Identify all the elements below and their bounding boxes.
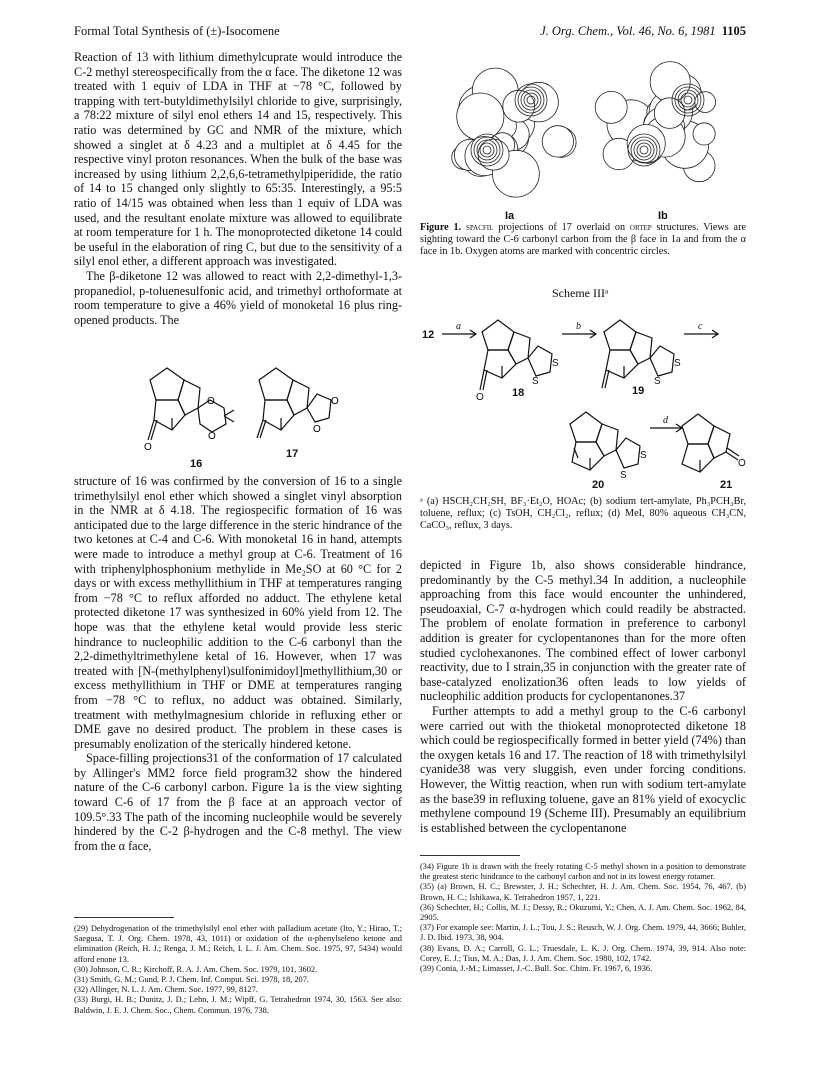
atom-oxygen: O bbox=[313, 424, 321, 435]
compound-label-12: 12 bbox=[422, 329, 435, 341]
atom-sulfur: S bbox=[654, 376, 661, 387]
paragraph: Reaction of 13 with lithium dimethylcuprate would introduce the C-2 methyl stereospecifically from the α face. The diketone 12 was treated with 1 equiv of LDA in THF at −78 °C, followed by trapping with tert-butyldimethylsilyl chloride to give, surprisingly, a 78:22 mixture of silyl enol ethers 14 and 15, respectively. This ratio was determined by GC and NMR of the mixture, which showed a singlet at δ 4.23 and a multiplet at δ 4.45 for the respective vinyl proton resonances. When the bulk of the base was increased by using lithium 2,2,6,6-tetramethylpiperidide, the ratio of 14 to 15 changed only slightly to 65:35. Interestingly, a 95:5 ratio of 14/15 was obtained when less than 1 equiv of LDA was used, and the resultant enolate mixture was allowed to equilibrate at room temperature for 1 h. The monoprotected diketone 14 could be useful in the elaboration of ring C, but due to the sensitivity of a silyl enol ether, a different approach was investigated. bbox=[74, 50, 403, 269]
atom-sphere bbox=[693, 123, 715, 145]
paragraph: structure of 16 was confirmed by the conversion of 16 to a single trimethylsilyl enol ether which showed a singlet vinyl absorption in the NMR at δ 4.18. The regiospecific formation of 16 was anticipated due to the large difference in the steric hindrance of the two ketones at C-4 and C-6. With monoketal 16 in hand, attempts were made to introduce a methyl group at C-6. Treatment of 16 with triphenylphosphonium methylide in Me₂SO at 60 °C for 2 days or with excess methyllithium in THF at temperatures ranging from −78 °C to reflux afforded no adduct. The ethylene ketal protected diketone 17 was synthesized in 60% yield from 12. The hope was that the ethylene ketal would provide less steric hindrance to nucleophilic addition to the C-6 carbonyl than the 2,2-dimethyltrimethylene ketal of 16. However, when 17 was treated with [N-(methylphenyl)sulfonimidoyl]methyllithium,30 or excess methyllithium in THF or DME at temperatures ranging from −78 °C to reflux, no adduct was obtained. Similarly, treatment with methylmagnesium chloride in refluxing ether or DME gave no desired product. The problem in these cases is presumably enolization of the sterically hindered ketone. bbox=[74, 474, 402, 751]
arrow-label-d: d bbox=[663, 415, 668, 426]
footnote: (38) Evans, D. A.; Carroll, G. L.; Truesdale, L. K. J. Org. Chem. 1974, 39, 914. Also note: Corey, E. J.; Tius, M. A.; Das, J. J. Am. Chem. Soc. 1980, 102, 1742. bbox=[420, 943, 746, 963]
caption-text: structures. Views are sighting toward the C-6 carbonyl carbon from the β face in 1a and from the α face in 1b. Oxygen atoms are marked with concentric circles. bbox=[420, 222, 746, 258]
compound-label-17: 17 bbox=[286, 448, 299, 460]
footnote: (31) Smith, G. M.; Gund, P. J. Chem. Inf. Comput. Sci. 1978, 18, 207. bbox=[74, 975, 309, 985]
atom-sulfur: S bbox=[674, 358, 681, 369]
paragraph: The β-diketone 12 was allowed to react with 2,2-dimethyl-1,3-propanediol, p-toluenesulfonic acid, and trimethyl orthoformate at room temperature to give a 46% yield of monoketal 16 plus ring-opened products. The bbox=[74, 268, 402, 327]
compound-label-16: 16 bbox=[190, 458, 203, 470]
footnote: (39) Conia, J.-M.; Limasset, J.-C. Bull. Soc. Chim. Fr. 1967, 6, 1936. bbox=[420, 964, 653, 974]
atom-oxygen: O bbox=[207, 396, 215, 407]
left-column-bottom bbox=[74, 474, 402, 853]
atom-sphere bbox=[654, 98, 685, 129]
paragraph: depicted in Figure 1b, also shows considerable hindrance, predominantly by the C-5 methyl.34 In addition, a nucleophile approaching from this face would encounter the unhindered, pseudoaxial, C-7 α-hydrogen which could readily be abstracted. The problem of enolate formation in preference to carbonyl addition is greater for cyclopentanones than for the more often studied cyclohexanones. The combined effect of lower carbonyl reactivity, due to I strain,35 in conjunction with the greater rate of base-catalyzed enolization36 often leads to low yields of nucleophilic addition products for cyclopentanones.37 bbox=[420, 558, 746, 704]
footnote: (35) (a) Brown, H. C.; Brewster, J. H.; Schechter, H. J. Am. Chem. Soc. 1954, 76, 467. (b) Brown, H. C.; Ishikawa, K. Tetrahedron 1957, 1, 221. bbox=[420, 882, 746, 902]
footnote: (29) Dehydrogenation of the trimethylsilyl enol ether with palladium acetate (Ito, Y.; Hirao, T.; Saegusa, T. J. Org. Chem. 1978, 43, 1011) or oxidation of the α-phenylseleno ketone and elimination (Reich, H. J.; Renga, J. M.; Reich, I. L. J. Am. Chem. Soc. 1975, 97, 5434) would afford enone 13. bbox=[74, 924, 402, 964]
figure-1-caption bbox=[420, 222, 746, 259]
atom-oxygen: O bbox=[208, 431, 216, 442]
caption-program: spacfil bbox=[466, 222, 494, 233]
atom-sphere bbox=[650, 62, 690, 102]
paragraph: Space-filling projections31 of the conformation of 17 calculated by Allinger's MM2 force field program32 show the hindered nature of the C-6 carbonyl carbon. Figure 1a is the view sighting toward C-6 of 17 from the β face at an approach vector of 109.5°.33 The path of the incoming nucleophile would be severely hindered by the C-2 β-hydrogen and the C-8 methyl. The view from the α face, bbox=[74, 751, 402, 853]
atom-sphere bbox=[457, 93, 504, 140]
footnote: (33) Burgi, H. B.; Dunitz, J. D.; Lehn, J. M.; Wipff, G. Tetrahedron 1974, 30, 1563. See also: Baldwin, J. E. J. Chem. Soc., Chem. Commun. 1976, 738. bbox=[74, 995, 402, 1015]
arrow-label-a: a bbox=[456, 321, 461, 332]
figure-label-b: Ib bbox=[658, 210, 668, 222]
footnote-rule bbox=[420, 855, 520, 856]
paragraph: Further attempts to add a methyl group to the C-6 carbonyl were carried out with the thioketal monoprotected diketone 18 which could be regiospecifically formed in better yield (74%) than the oxygen ketals 16 and 17. The reaction of 18 with trimethylsilyl cyanide38 was very sluggish, even under forcing conditions. However, the Wittig reaction, when run with sodium tert-amylate as the base39 in refluxing toluene, gave an 81% yield of exocyclic methylene compound 19 (Scheme III). Presumably an equilibrium is established between the cyclopentanone bbox=[420, 703, 746, 835]
footnote-rule bbox=[74, 917, 174, 918]
atom-sulfur: S bbox=[552, 358, 559, 369]
structure-16 bbox=[130, 360, 240, 455]
footnote: (36) Schechter, H.; Collis, M. J.; Dessy, R.; Okuzumi, Y.; Chen, A. J. Am. Chem. Soc. 1962, 84, 2905. bbox=[420, 902, 746, 923]
atom-sulfur: S bbox=[620, 470, 627, 481]
figure-number: Figure 1. bbox=[420, 222, 462, 233]
footnote: (30) Johnson, C. R.; Kirchoff, R. A. J. Am. Chem. Soc. 1979, 101, 3602. bbox=[74, 964, 318, 974]
atom-oxygen: O bbox=[331, 396, 339, 407]
footnotes-left bbox=[74, 924, 402, 1016]
structure-17 bbox=[245, 360, 345, 445]
atom-oxygen: O bbox=[738, 458, 746, 469]
footnotes-right bbox=[420, 862, 746, 974]
compound-label-20: 20 bbox=[592, 479, 605, 491]
compound-label-21: 21 bbox=[720, 479, 733, 491]
caption-text: projections of 17 overlaid on bbox=[493, 222, 630, 233]
footnote: (37) For example see: Martin, J. L.; Tou, J. S.; Reusch, W. J. Org. Chem. 1979, 44, 3666; Buhler, J. D. Ibid. 1973, 38, 904. bbox=[420, 923, 746, 943]
scheme-title: Scheme IIIᵃ bbox=[552, 286, 609, 300]
atom-sulfur: S bbox=[640, 450, 647, 461]
compound-label-18: 18 bbox=[512, 387, 525, 399]
atom-oxygen: O bbox=[476, 392, 484, 403]
running-title: Formal Total Synthesis of (±)-Isocomene bbox=[74, 24, 280, 38]
arrow-label-b: b bbox=[576, 321, 581, 332]
figure-label-a: Ia bbox=[505, 210, 515, 222]
atom-sulfur: S bbox=[532, 376, 539, 387]
compound-label-19: 19 bbox=[632, 385, 645, 397]
scheme-iii bbox=[420, 302, 746, 492]
footnote: (34) Figure 1b is drawn with the freely rotating C-5 methyl shown in a position to demonstrate the greatest steric hindrance to the carbonyl carbon and not in its lowest energy rotamer. bbox=[420, 862, 746, 882]
left-column-top bbox=[74, 50, 402, 327]
caption-program: ortep bbox=[629, 222, 652, 233]
page-number: 1105 bbox=[721, 24, 746, 38]
arrow-label-c: c bbox=[698, 321, 703, 332]
atom-sphere bbox=[595, 91, 627, 123]
journal-citation bbox=[540, 24, 746, 39]
atom-oxygen: O bbox=[144, 442, 152, 453]
figure-1-spacefill bbox=[420, 52, 746, 207]
scheme-footnote: ᵃ (a) HSCH₂CH₂SH, BF₃·Et₂O, HOAc; (b) sodium tert-amylate, Ph₃PCH₃Br, toluene, reflux; (c) TsOH, CH₂Cl₂, reflux; (d) MeI, 80% aqueous CH₃CN, CaCO₃, reflux, 3 days. bbox=[420, 496, 746, 532]
right-column bbox=[420, 558, 746, 835]
atom-sphere bbox=[542, 126, 573, 157]
footnote: (32) Allinger, N. L. J. Am. Chem. Soc. 1977, 99, 8127. bbox=[74, 985, 258, 995]
journal-name: J. Org. Chem., Vol. 46, No. 6, 1981 bbox=[540, 24, 716, 38]
